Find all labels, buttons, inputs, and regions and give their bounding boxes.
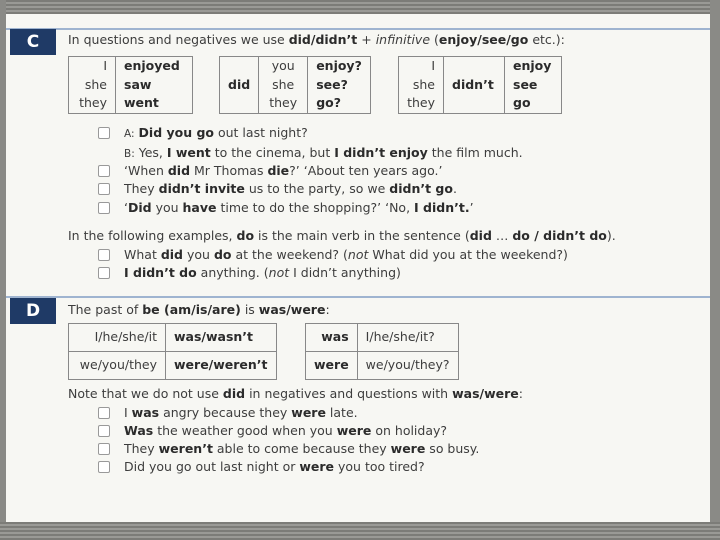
section-c-intro: In questions and negatives we use did/didn’t + infinitive (enjoy/see/go etc.): [68, 32, 565, 47]
example-line: Did you go out last night or were you too tired? [124, 459, 425, 474]
was-were-table [68, 323, 277, 380]
section-d-band [6, 296, 710, 298]
verb-column: enjoy see go [505, 57, 562, 114]
example-checkbox[interactable] [98, 127, 110, 139]
example-checkbox[interactable] [98, 202, 110, 214]
was-were-question-table [305, 323, 459, 380]
verb-cell: was [306, 324, 358, 352]
section-c-tab: C [10, 29, 56, 55]
question-table [219, 56, 371, 114]
pronoun-column: I she they [69, 57, 116, 114]
pronoun-cell: we/you/they [69, 352, 166, 380]
example-line: B: Yes, I went to the cinema, but I didn’t enjoy the film much. [124, 145, 523, 160]
example-checkbox[interactable] [98, 407, 110, 419]
example-checkbox[interactable] [98, 443, 110, 455]
example-checkbox[interactable] [98, 165, 110, 177]
example-line: I didn’t do anything. (not I didn’t anything) [124, 265, 401, 280]
pronoun-cell: we/you/they? [357, 352, 458, 380]
example-checkbox[interactable] [98, 461, 110, 473]
pronoun-column: you she they [259, 57, 308, 114]
aux-didnt: didn’t [444, 57, 505, 114]
verb-column: enjoy? see? go? [308, 57, 371, 114]
section-d-note: Note that we do not use did in negatives and questions with was/were: [68, 386, 523, 401]
example-line: ‘Did you have time to do the shopping?’ ‘No, I didn’t.’ [124, 200, 474, 215]
example-line: Was the weather good when you were on holiday? [124, 423, 448, 438]
section-c-band [6, 28, 710, 30]
example-line: What did you do at the weekend? (not What did you at the weekend?) [124, 247, 568, 262]
negative-table [398, 56, 562, 114]
example-checkbox[interactable] [98, 183, 110, 195]
example-line: They didn’t invite us to the party, so we didn’t go. [124, 181, 457, 196]
pronoun-column: I she they [399, 57, 444, 114]
example-checkbox[interactable] [98, 267, 110, 279]
main-verb-note: In the following examples, do is the main verb in the sentence (did … do / didn’t do). [68, 228, 616, 243]
pronoun-cell: I/he/she/it [69, 324, 166, 352]
example-checkbox[interactable] [98, 249, 110, 261]
verb-cell: were/weren’t [166, 352, 277, 380]
example-line: ‘When did Mr Thomas die?’ ‘About ten years ago.’ [124, 163, 443, 178]
frame-right [710, 0, 720, 540]
example-line: I was angry because they were late. [124, 405, 358, 420]
verb-column: enjoyed saw went [116, 57, 193, 114]
verb-cell: were [306, 352, 358, 380]
example-line: A: Did you go out last night? [124, 125, 308, 140]
frame-top [0, 0, 720, 14]
pronoun-cell: I/he/she/it? [357, 324, 458, 352]
aux-did: did [220, 57, 259, 114]
frame-bottom [0, 522, 720, 540]
past-simple-table [68, 56, 193, 114]
section-d-tab: D [10, 298, 56, 324]
example-line: They weren’t able to come because they were so busy. [124, 441, 480, 456]
section-d-intro: The past of be (am/is/are) is was/were: [68, 302, 330, 317]
verb-cell: was/wasn’t [166, 324, 277, 352]
example-checkbox[interactable] [98, 425, 110, 437]
